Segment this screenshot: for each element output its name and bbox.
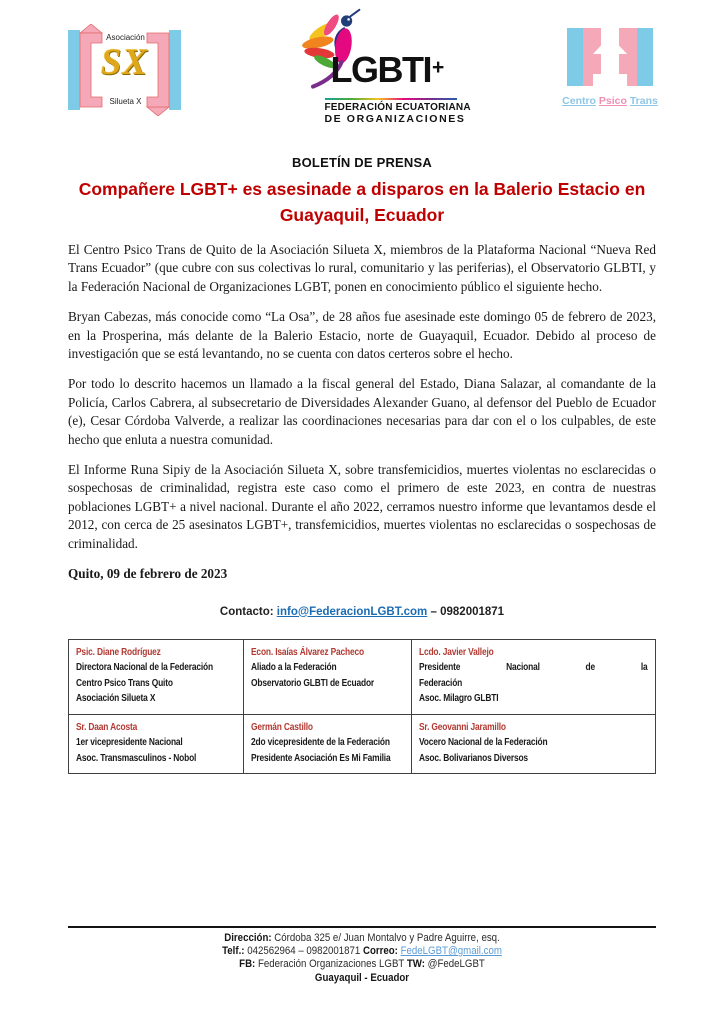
signatory-name: Germán Castillo <box>250 721 313 733</box>
silueta-x-association-label: Asociación <box>106 33 145 42</box>
silueta-x-logo <box>68 24 181 116</box>
signatory-role: 1er vicepresidente Nacional <box>76 737 183 748</box>
signatory-cell <box>69 714 244 774</box>
signatory-role: Asoc. Milagro GLBTI <box>419 693 499 704</box>
signatories-table <box>68 639 656 775</box>
paragraph-4: El Informe Runa Sipiy de la Asociación Silueta X, sobre transfemicidios, muertes violentas no esclarecidas o sospechosas de criminalidad, registra este caso como el primero de este 2023, en contra de nuestras poblaciones LGBT+ a nivel nacional. Durante el año 2022, cerramos nuestro informe que levantamos desde el 2012, con cerca de 25 asesinatos LGBT+, transfemicidios, muertes violentas no esclarecidas o sospechosas de criminalidad. <box>68 462 656 551</box>
psico-word: Psico <box>598 95 627 107</box>
signatory-role: Asociación Silueta X <box>76 693 156 704</box>
signatory-cell <box>243 714 411 774</box>
twitter-value: @FedeLGBT <box>427 958 485 971</box>
signatory-role: Observatorio GLBTI de Ecuador <box>250 677 374 689</box>
footer-social-line <box>103 958 620 971</box>
address-label: Dirección: <box>224 932 272 944</box>
federation-subtitle <box>324 98 471 125</box>
headline: Compañere LGBT+ es asesinade a disparos en la Balerio Estacio en Guayaquil, Ecuador <box>78 179 646 225</box>
body-text <box>68 241 656 584</box>
twitter-label: TW: <box>406 958 425 971</box>
federation-plus-sign: + <box>431 56 445 79</box>
paragraph-1: El Centro Psico Trans de Quito de la Asociación Silueta X, miembros de la Plataforma Nacional “Nueva Red Trans Ecuador” (que cubre con sus colectivas lo rural, comunitario y las periferias), el Observatorio GLBTI, y la Federación Nacional de Organizaciones LGBT, ponen en conocimiento público el siguiente hecho. <box>68 242 656 294</box>
federation-lgbti-logo <box>285 10 471 136</box>
phone-label: Telf.: <box>222 945 245 958</box>
footer-city-line: Guayaquil - Ecuador <box>314 971 410 984</box>
federation-acronym <box>330 49 445 90</box>
signatory-role: 2do vicepresidente de la Federación <box>250 737 390 748</box>
federation-subtitle-line2: DE ORGANIZACIONES <box>324 113 466 125</box>
signatory-role: Federación <box>419 677 463 689</box>
contact-label: Contacto: <box>219 605 274 618</box>
paragraph-3: Por todo lo descrito hacemos un llamado a la fiscal general del Estado, Diana Salazar, al comandante de la Policía, Carlos Cabrera, al subsecretario de Diversidades Alexander Guano, al defensor del Pueblo de Ecuador (e), Cesar Córdoba Valverde, a realizar las coordinaciones necesarias para dar con el o los culpables, de este hecho que enluta a nuestra comunidad. <box>68 376 656 447</box>
address-value: Córdoba 325 e/ Juan Montalvo y Padre Aguirre, esq. <box>274 932 500 944</box>
centro-word: Centro <box>562 95 596 107</box>
paragraph-2: Bryan Cabezas, más conocide como “La Osa”, de 28 años fue asesinade este domingo 05 de febrero de 2023, en la Prosperina, más delante de la Balerio Estacio, norte de Guayaquil, Ecuador. Debido al proceso de investigación que se está levantando, no se cuenta con datos certeros sobre el hecho. <box>68 309 656 362</box>
signatory-role: Asoc. Bolivarianos Diversos <box>419 752 529 764</box>
footer-address-line <box>103 932 620 945</box>
contact-email-link[interactable]: info@FederacionLGBT.com <box>276 605 428 618</box>
signatory-name: Sr. Geovanni Jaramillo <box>419 721 507 733</box>
signatory-role: Directora Nacional de la Federación <box>76 662 213 673</box>
phone-value: 042562964 – 0982001871 <box>247 945 361 958</box>
trans-brackets-icon <box>567 28 653 86</box>
logo-header <box>68 0 656 134</box>
signatory-role: Vocero Nacional de la Federación <box>419 737 548 748</box>
signatory-cell <box>243 639 411 714</box>
footer-email-link[interactable]: FedeLGBT@gmail.com <box>400 945 502 958</box>
signatory-name: Sr. Daan Acosta <box>76 721 138 733</box>
signatory-role: Centro Psico Trans Quito <box>76 677 173 689</box>
federation-subtitle-line1: FEDERACIÓN ECUATORIANA <box>324 102 471 113</box>
footer-phone-line <box>103 945 620 958</box>
signatory-cell <box>69 639 244 714</box>
silueta-x-acronym: SX <box>100 42 149 83</box>
federation-acronym-text: LGBTI <box>330 49 431 90</box>
signatory-cell <box>412 714 656 774</box>
facebook-value: Federación Organizaciones LGBT <box>257 958 405 971</box>
centro-psico-trans-logo <box>564 28 656 107</box>
signatories-row-1 <box>69 639 656 714</box>
dateline: Quito, 09 de febrero de 2023 <box>68 566 228 582</box>
silueta-x-name-label: Silueta X <box>109 97 142 106</box>
footer-divider <box>68 926 656 928</box>
signatory-cell <box>412 639 656 714</box>
signatory-role: Presidente Nacional de la <box>419 662 648 673</box>
signatories-row-2 <box>69 714 656 774</box>
bulletin-kicker: BOLETÍN DE PRENSA <box>292 155 432 170</box>
signatory-role: Asoc. Transmasculinos - Nobol <box>76 752 197 764</box>
email-label: Correo: <box>362 945 398 958</box>
contact-separator: – <box>430 605 437 618</box>
contact-line <box>68 606 656 618</box>
trans-word: Trans <box>629 95 658 107</box>
signatory-name: Lcdo. Javier Vallejo <box>419 646 495 658</box>
footer <box>68 926 656 985</box>
signatory-name: Econ. Isaías Álvarez Pacheco <box>250 646 364 658</box>
rainbow-divider <box>325 98 457 100</box>
contact-phone: 0982001871 <box>440 605 505 618</box>
facebook-label: FB: <box>239 958 256 971</box>
signatory-role: Presidente Asociación Es Mi Familia <box>250 752 391 764</box>
centro-psico-trans-label <box>562 95 658 107</box>
signatory-role: Aliado a la Federación <box>250 662 337 673</box>
signatory-name: Psic. Diane Rodríguez <box>76 646 161 658</box>
